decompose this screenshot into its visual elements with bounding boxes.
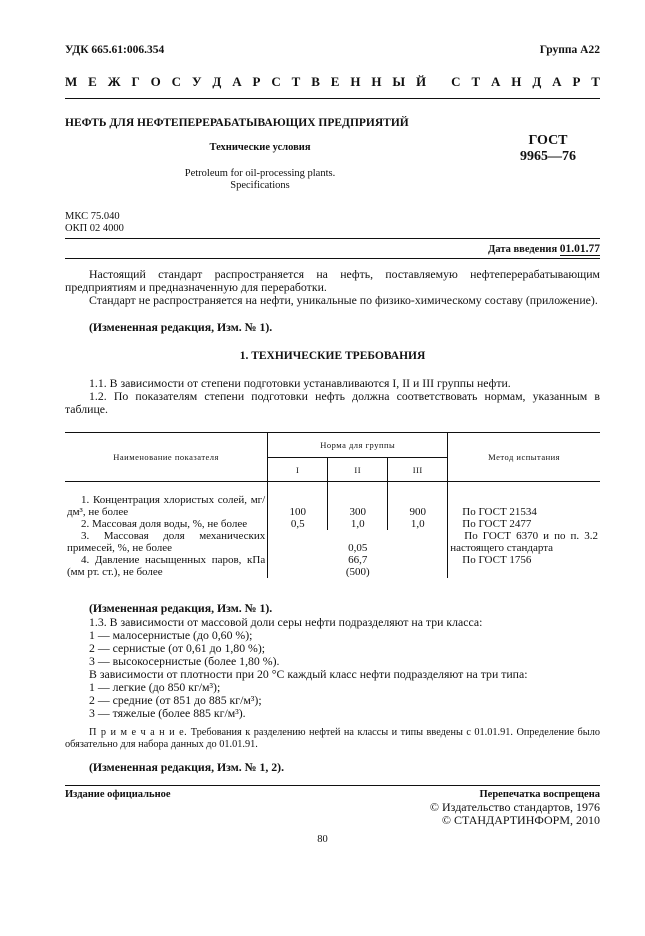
table-row xyxy=(65,554,600,578)
banner-letter: Д xyxy=(532,74,542,89)
table-row xyxy=(65,494,600,518)
banner-letter: Г xyxy=(131,74,140,89)
banner-letter: Н xyxy=(371,74,382,89)
row-1-group-3: 900 xyxy=(409,506,426,518)
banner-letter xyxy=(437,74,440,90)
mks-code: МКС 75.040 xyxy=(65,211,120,222)
sulfur-class-3: 3 — высокосернистые (более 1,80 %). xyxy=(89,654,280,668)
english-title xyxy=(65,168,455,192)
intro-date-rule xyxy=(65,258,600,259)
gost-number: 9965—76 xyxy=(520,149,576,164)
row-1-name: 1. Концентрация хлористых солей, мг/дм³, не более xyxy=(65,494,268,518)
scope-paragraph: Настоящий стандарт распространяется на нефть, поставляемую нефтеперерабатывающим предприятиям и предназначенную для переработки. xyxy=(65,267,600,294)
edit-note-3: (Измененная редакция, Изм. № 1, 2). xyxy=(89,760,285,774)
udk-code: УДК 665.61:006.354 xyxy=(65,44,165,56)
gost-designation xyxy=(496,133,600,165)
note-label: П р и м е ч а н и е. xyxy=(89,727,188,738)
sulfur-class-2: 2 — сернистые (от 0,61 до 1,80 %); xyxy=(89,641,266,655)
banner-letter: Н xyxy=(511,74,522,89)
density-type-2: 2 — средние (от 851 до 885 кг/м³); xyxy=(89,693,262,707)
page-number: 80 xyxy=(317,834,328,845)
intro-date-value: 01.01.77 xyxy=(559,243,600,255)
gost-label: ГОСТ xyxy=(528,133,568,148)
row-4-name: 4. Давление насыщенных паров, кПа (мм рт. ст.), не более xyxy=(65,554,268,578)
copyright-2010: © СТАНДАРТИНФОРМ, 2010 xyxy=(441,813,600,827)
norms-table xyxy=(65,432,600,578)
table-row xyxy=(65,530,600,554)
banner-letter: А xyxy=(232,74,242,89)
edit-note-1: (Измененная редакция, Изм. № 1). xyxy=(89,320,273,334)
group-code: Группа А22 xyxy=(539,44,600,56)
classification-codes xyxy=(65,211,124,235)
banner-letter: А xyxy=(552,74,562,89)
row-1-group-2: 300 xyxy=(328,494,388,518)
row-4-kpa: 66,7 xyxy=(348,554,368,566)
row-2-method: По ГОСТ 2477 xyxy=(448,518,600,530)
banner-letter: У xyxy=(191,74,202,89)
row-2-name: 2. Массовая доля воды, %, не более xyxy=(65,518,268,530)
interstate-standard-banner xyxy=(65,74,600,90)
banner-letter: С xyxy=(271,74,281,89)
row-2-group-3: 1,0 xyxy=(410,518,425,530)
note xyxy=(65,727,600,751)
footer-rule xyxy=(65,785,600,786)
row-4-common-value xyxy=(268,554,448,578)
banner-letter: Е xyxy=(330,74,340,89)
banner-rule xyxy=(65,98,600,99)
table-header-row xyxy=(65,433,600,458)
banner-letter: М xyxy=(65,74,78,89)
row-2-group-2: 1,0 xyxy=(328,518,388,530)
note-text: Требования к разделению нефтей на классы и типы введены с 01.01.91. Определение было обязательно для набора данных до 01.01.91. xyxy=(65,727,600,750)
okp-code: ОКП 02 4000 xyxy=(65,223,124,234)
banner-letter: Й xyxy=(416,74,427,89)
edit-note-2: (Измененная редакция, Изм. № 1). xyxy=(89,601,273,615)
banner-letter: В xyxy=(311,74,320,89)
clause-1-3: 1.3. В зависимости от массовой доли серы нефти подразделяют на три класса: xyxy=(89,615,483,629)
density-type-3: 3 — тяжелые (более 885 кг/м³). xyxy=(89,706,246,720)
english-title-line2: Specifications xyxy=(230,180,290,191)
top-line xyxy=(65,44,600,56)
copyright-1976: © Издательство стандартов, 1976 xyxy=(429,800,600,814)
banner-letter: Ж xyxy=(107,74,121,89)
table-spacer-row xyxy=(65,482,600,495)
copyright-block xyxy=(430,801,600,827)
col-header-norm: Норма для группы xyxy=(268,433,448,458)
row-3-common-value: 0,05 xyxy=(348,542,368,554)
col-header-name: Наименование показателя xyxy=(65,433,268,482)
banner-letter: Ы xyxy=(392,74,406,89)
banner-letter: С xyxy=(171,74,182,89)
intro-date-label: Дата введения xyxy=(488,244,558,255)
banner-letter: Д xyxy=(212,74,222,89)
row-3-method: По ГОСТ 6370 и по п. 3.2 настоящего стандарта xyxy=(448,530,600,554)
table-row xyxy=(65,518,600,530)
banner-letter: Т xyxy=(471,74,481,89)
row-2-group-1: 0,5 xyxy=(290,518,305,530)
english-title-line1: Petroleum for oil-processing plants. xyxy=(184,168,336,179)
banner-letter: С xyxy=(451,74,461,89)
clause-1-1: 1.1. В зависимости от степени подготовки устанавливаются I, II и III группы нефти. xyxy=(89,376,511,390)
density-paragraph: В зависимости от плотности при 20 °С каждый класс нефти подразделяют на три типа: xyxy=(89,667,528,681)
row-3-name: 3. Массовая доля механических примесей, %, не более xyxy=(65,530,268,554)
banner-letter: Н xyxy=(350,74,361,89)
intro-date xyxy=(488,243,600,255)
official-edition: Издание официальное xyxy=(65,789,171,800)
row-1-group-1: 100 xyxy=(289,506,306,518)
document-subtitle: Технические условия xyxy=(209,142,311,153)
banner-letter: Р xyxy=(252,74,261,89)
document-title: НЕФТЬ ДЛЯ НЕФТЕПЕРЕРАБАТЫВАЮЩИХ ПРЕДПРИЯТИЙ xyxy=(65,117,409,129)
sulfur-class-1: 1 — малосернистые (до 0,60 %); xyxy=(89,628,253,642)
col-header-group-2: II xyxy=(328,458,388,482)
density-type-1: 1 — легкие (до 850 кг/м³); xyxy=(89,680,221,694)
col-header-group-3: III xyxy=(388,458,448,482)
section-heading: 1. ТЕХНИЧЕСКИЕ ТРЕБОВАНИЯ xyxy=(239,350,426,362)
banner-letter: Т xyxy=(591,74,600,89)
row-1-method: По ГОСТ 21534 xyxy=(448,494,600,518)
reprint-notice: Перепечатка воспрещена xyxy=(479,789,600,800)
col-header-group-1: I xyxy=(268,458,328,482)
clause-1-2: 1.2. По показателям степени подготовки нефть должна соответствовать нормам, указанным в таблице. xyxy=(65,389,600,416)
banner-letter: А xyxy=(491,74,501,89)
exclusion-paragraph: Стандарт не распространяется на нефти, уникальные по физико-химическому составу (приложение). xyxy=(89,293,598,307)
col-header-method: Метод испытания xyxy=(448,433,600,482)
banner-letter: О xyxy=(150,74,161,89)
row-4-method: По ГОСТ 1756 xyxy=(448,554,600,578)
banner-letter: Т xyxy=(291,74,301,89)
banner-letter: Е xyxy=(88,74,97,89)
codes-rule xyxy=(65,238,600,239)
banner-letter: Р xyxy=(572,74,581,89)
row-4-mmhg: (500) xyxy=(345,566,370,578)
